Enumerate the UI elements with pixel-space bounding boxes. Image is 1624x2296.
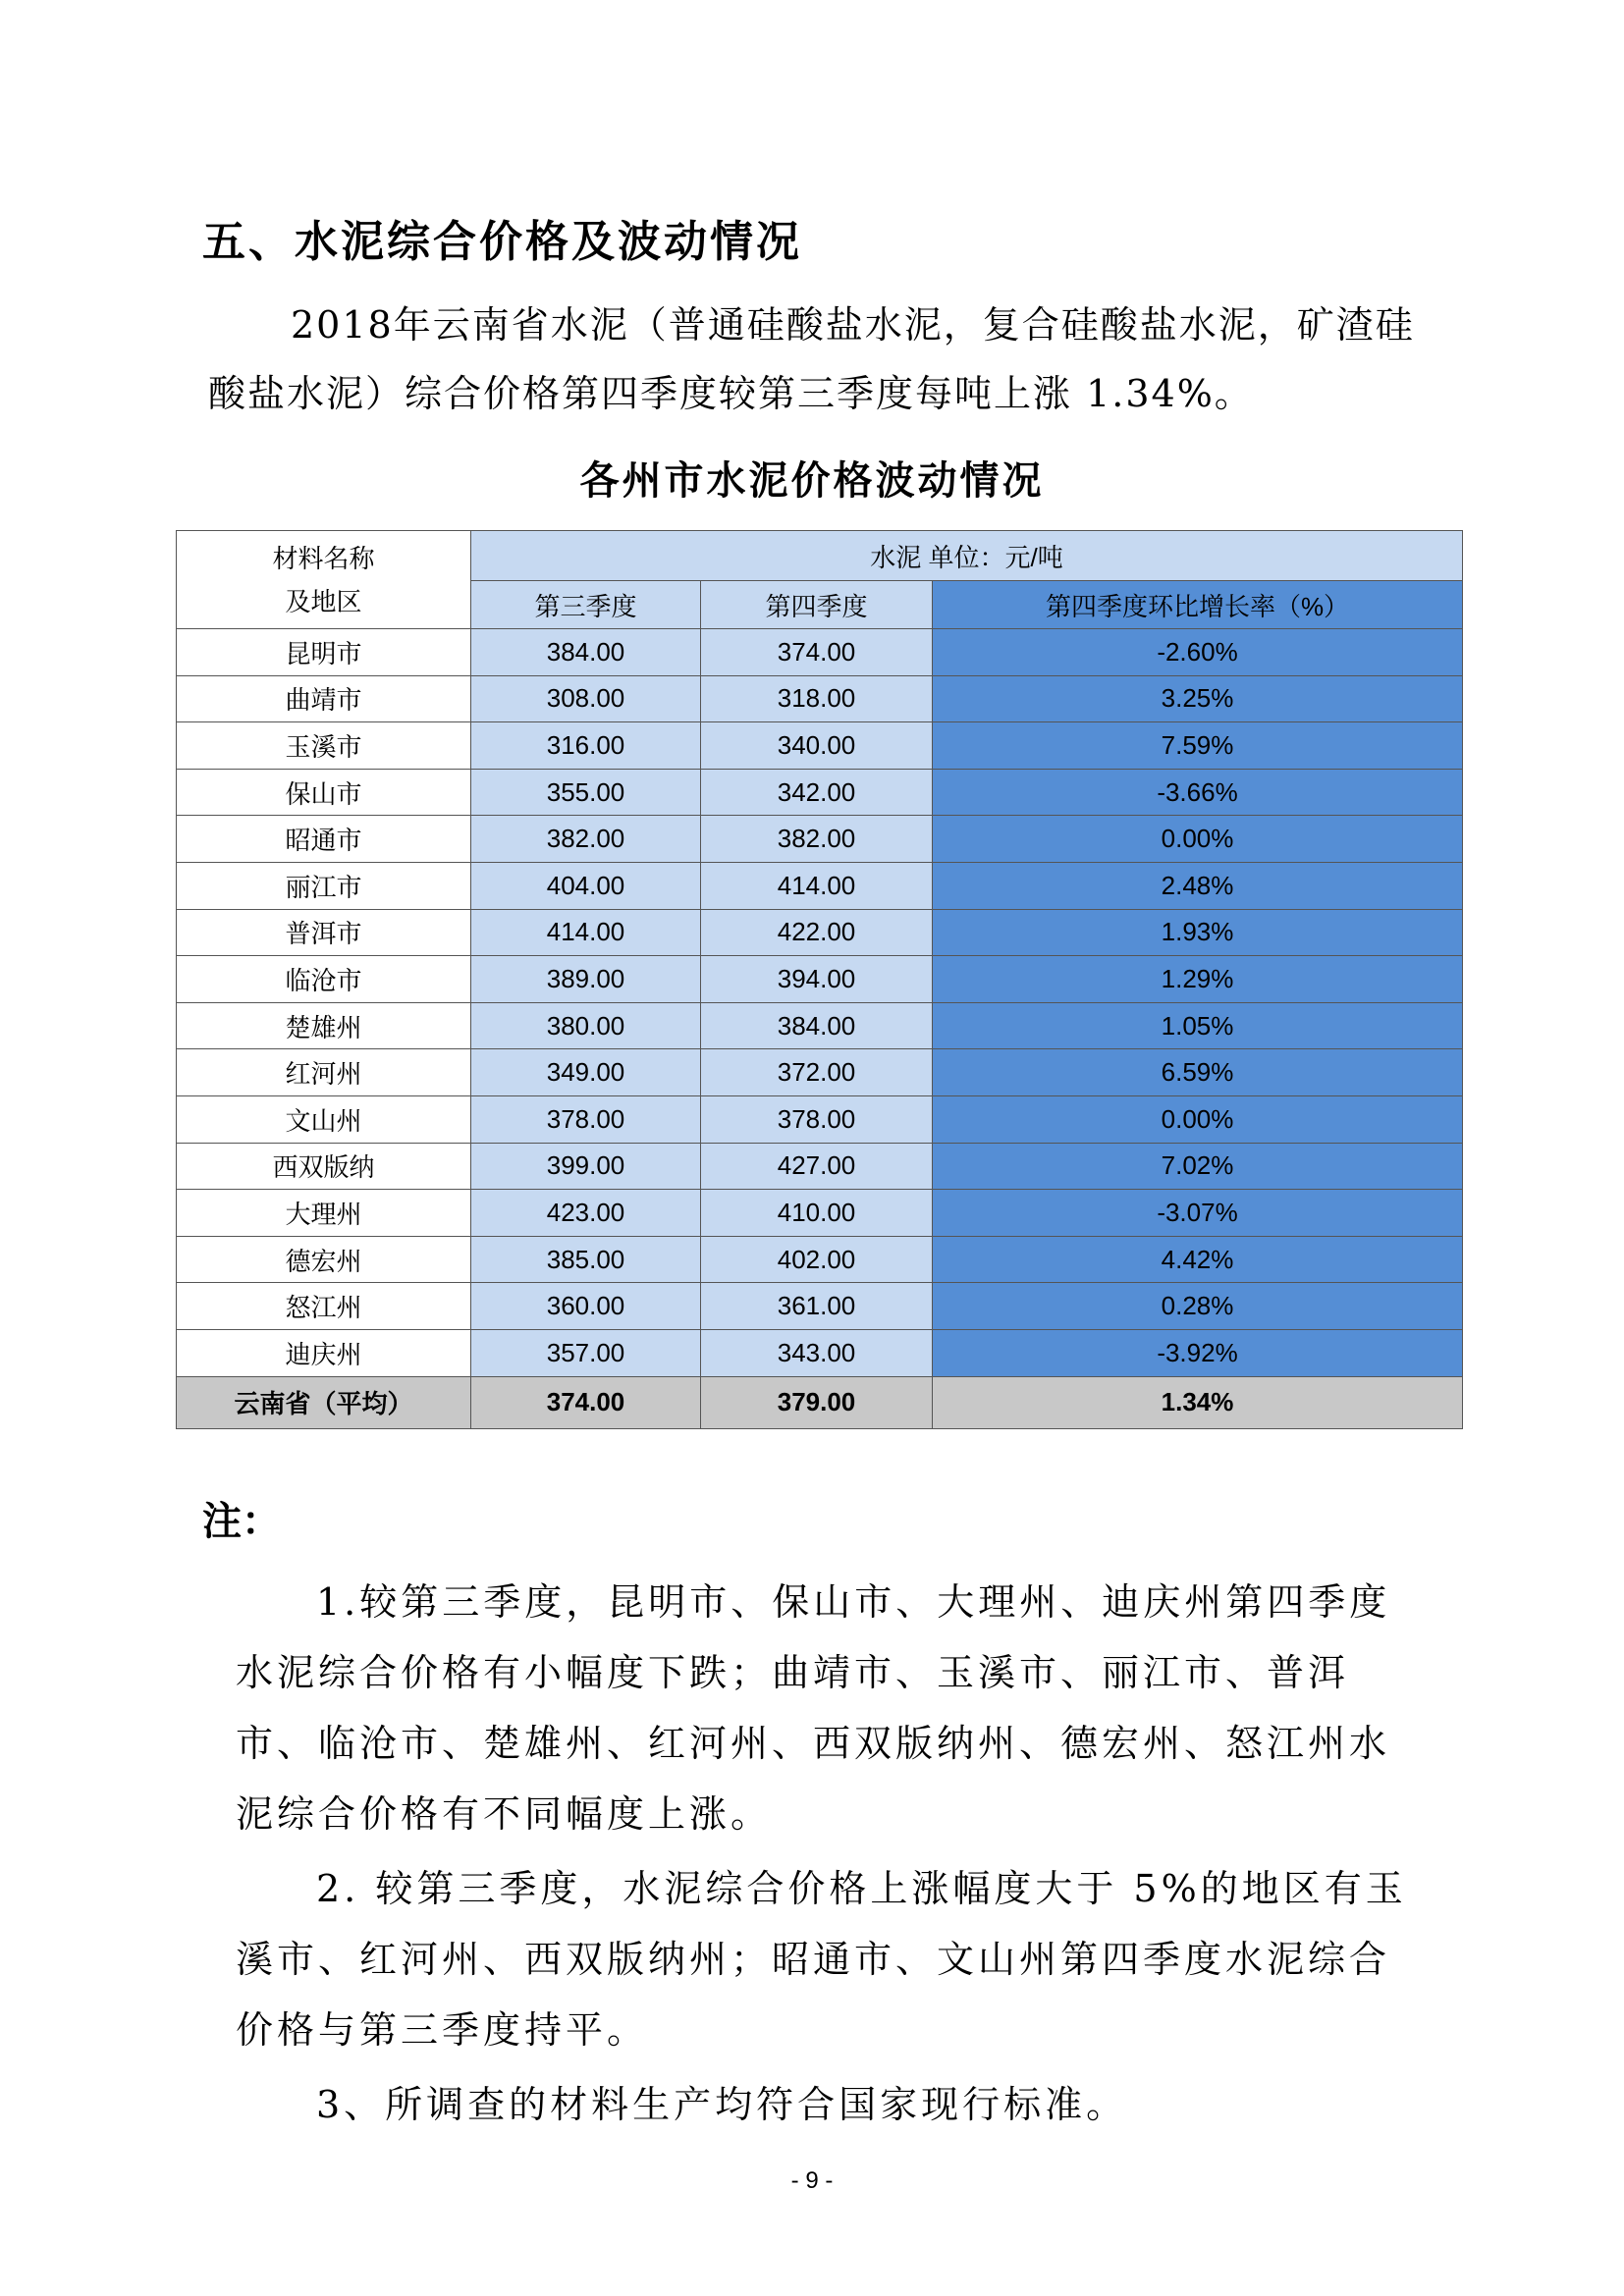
cell-region-average: 云南省（平均） [177,1376,471,1428]
table-row [177,816,1463,863]
table-row [177,769,1463,816]
table-row [177,1190,1463,1237]
cell-q3: 380.00 [471,1002,701,1049]
cell-q3: 316.00 [471,722,701,770]
cell-rate: 1.05% [933,1002,1463,1049]
cell-rate: 6.59% [933,1049,1463,1096]
cell-q3: 360.00 [471,1283,701,1330]
cell-q3: 385.00 [471,1236,701,1283]
header-material-region [177,531,471,629]
cell-q4: 372.00 [701,1049,933,1096]
cell-rate: 7.02% [933,1143,1463,1190]
table-row-average [177,1376,1463,1428]
cement-price-table [176,530,1463,1429]
table-row [177,956,1463,1003]
cell-region: 普洱市 [177,909,471,956]
cell-region: 文山州 [177,1095,471,1143]
cell-q3: 384.00 [471,629,701,676]
cell-q3: 378.00 [471,1095,701,1143]
cell-rate: -2.60% [933,629,1463,676]
header-material-line2: 及地区 [285,586,362,616]
cell-region: 昆明市 [177,629,471,676]
cell-q3: 349.00 [471,1049,701,1096]
header-q3: 第三季度 [471,581,701,629]
cell-q4: 340.00 [701,722,933,770]
cell-q4: 382.00 [701,816,933,863]
cell-q3-average: 374.00 [471,1376,701,1428]
cell-q4: 402.00 [701,1236,933,1283]
cell-q3: 355.00 [471,769,701,816]
table-row [177,1049,1463,1096]
cell-region: 玉溪市 [177,722,471,770]
cell-q3: 357.00 [471,1329,701,1376]
cell-q4: 427.00 [701,1143,933,1190]
cell-rate: 0.28% [933,1283,1463,1330]
cell-rate: 2.48% [933,862,1463,909]
cell-q4: 384.00 [701,1002,933,1049]
cell-rate: 3.25% [933,675,1463,722]
cell-q3: 399.00 [471,1143,701,1190]
cell-q4: 422.00 [701,909,933,956]
page-number: - 9 - [790,2167,834,2194]
cell-q4: 318.00 [701,675,933,722]
cell-rate: 1.93% [933,909,1463,956]
table-row [177,1329,1463,1376]
cell-q4: 361.00 [701,1283,933,1330]
cell-region: 德宏州 [177,1236,471,1283]
cell-q3: 382.00 [471,816,701,863]
cell-q4: 342.00 [701,769,933,816]
cell-q3: 389.00 [471,956,701,1003]
cell-q4: 374.00 [701,629,933,676]
cell-q4: 343.00 [701,1329,933,1376]
cell-q4: 414.00 [701,862,933,909]
cell-q3: 404.00 [471,862,701,909]
cell-rate-average: 1.34% [933,1376,1463,1428]
cell-region: 丽江市 [177,862,471,909]
header-cement-unit: 水泥 单位：元/吨 [471,531,1463,581]
cell-rate: -3.66% [933,769,1463,816]
cell-q4: 378.00 [701,1095,933,1143]
cell-region: 西双版纳 [177,1143,471,1190]
note-item: 1.较第三季度，昆明市、保山市、大理州、迪庆州第四季度水泥综合价格有小幅度下跌；曲靖市、玉溪市、丽江市、普洱市、临沧市、楚雄州、红河州、西双版纳州、德宏州、怒江州水泥综合价格有不同幅度上涨。 [236,1580,1391,1836]
cell-q4: 410.00 [701,1190,933,1237]
table-row [177,675,1463,722]
cell-rate: -3.92% [933,1329,1463,1376]
cell-region: 怒江州 [177,1283,471,1330]
cell-region: 楚雄州 [177,1002,471,1049]
cell-rate: 7.59% [933,722,1463,770]
table-row [177,1283,1463,1330]
cell-region: 红河州 [177,1049,471,1096]
cell-region: 曲靖市 [177,675,471,722]
header-growth-rate: 第四季度环比增长率（%） [933,581,1463,629]
cell-rate: -3.07% [933,1190,1463,1237]
table-row [177,1095,1463,1143]
cell-q4-average: 379.00 [701,1376,933,1428]
cell-q3: 423.00 [471,1190,701,1237]
cell-rate: 4.42% [933,1236,1463,1283]
table-body [177,629,1463,1429]
cell-region: 大理州 [177,1190,471,1237]
note-label: 注： [202,1499,281,1544]
cell-region: 昭通市 [177,816,471,863]
header-material-line1: 材料名称 [272,543,375,573]
cell-rate: 1.29% [933,956,1463,1003]
intro-paragraph: 2018年云南省水泥（普通硅酸盐水泥，复合硅酸盐水泥，矿渣硅酸盐水泥）综合价格第四季度较第三季度每吨上涨 1.34%。 [208,303,1415,415]
table-row [177,909,1463,956]
table-row [177,1143,1463,1190]
section-title: 五、水泥综合价格及波动情况 [202,217,802,267]
cell-region: 保山市 [177,769,471,816]
cell-q4: 394.00 [701,956,933,1003]
cell-q3: 308.00 [471,675,701,722]
table-row [177,629,1463,676]
table-row [177,1236,1463,1283]
cell-region: 临沧市 [177,956,471,1003]
note-item: 2. 较第三季度，水泥综合价格上涨幅度大于 5%的地区有玉溪市、红河州、西双版纳州；昭通市、文山州第四季度水泥综合价格与第三季度持平。 [236,1867,1407,2052]
cell-rate: 0.00% [933,816,1463,863]
table-row [177,862,1463,909]
cell-region: 迪庆州 [177,1329,471,1376]
note-item: 3、所调查的材料生产均符合国家现行标准。 [316,2083,1128,2126]
notes-section [236,1567,1414,2144]
header-q4: 第四季度 [701,581,933,629]
cell-q3: 414.00 [471,909,701,956]
table-title: 各州市水泥价格波动情况 [579,458,1045,504]
table-row [177,722,1463,770]
cell-rate: 0.00% [933,1095,1463,1143]
table-row [177,1002,1463,1049]
